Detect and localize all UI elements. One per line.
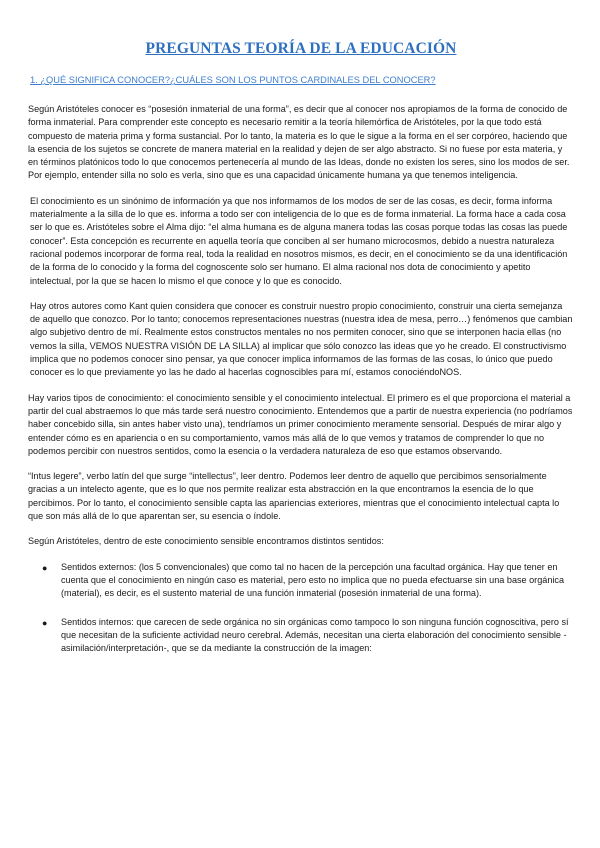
bullet-icon: ● xyxy=(42,562,48,573)
paragraph-informacion: El conocimiento es un sinónimo de información ya que nos informamos de los modos de ser de las cosas, es decir, forma informa materialmente a la silla de lo que es. informa a todo ser con inteligencia de lo que es de forma inmaterial. La forma hace a cada cosa ser lo que es. Aristóteles sobre el Alma dijo: “el alma humana es de alguna manera todas las cosas porque todas las cosas las puede conocer”. Esta concepción es recurrente en aquella teoría que conciben al ser humano microcosmos, debido a nuestra naturaleza racional podemos incorporar de forma real, toda la realidad en nosotros mismos, es decir, en el conocimiento se da una identificación de la forma de lo conocido y la forma del cognoscente solo ser humano. El alma racional nos dota de conocimiento y apetito intelectual, por la que se hacen lo mismo el que conoce y lo que es conocido. xyxy=(30,195,568,286)
question-heading: 1. ¿QUÉ SIGNIFICA CONOCER?¿CUÁLES SON LOS PUNTOS CARDINALES DEL CONOCER? xyxy=(30,75,436,85)
paragraph-kant: Hay otros autores como Kant quien considera que conocer es construir nuestro propio conocimiento, construir una cierta semejanza de aquello que conozco. Por lo tanto; conocemos representaciones nuestras (nuestra idea de mesa, perro…) fenómenos que cambian algo subjetivo dentro de mí. Realmente estos constructos mentales no nos permiten conocer, sino que se interponen hacia ellas (no vemos la silla, VEMOS NUESTRA VISIÓN DE LA SILLA) al implicar que sólo conozco las ideas que yo he creado. El constructivismo implica que no podemos conocer sino pensar, ya que conocer implica informamos de las formas de las cosas, lo único que puedo conocer es lo que previamente yo las he dado al hacerlas cognoscibles para mí, estamos conociéndoNOS. xyxy=(30,300,573,378)
list-item xyxy=(42,616,574,656)
paragraph-intus-legere: “Intus legere”, verbo latín del que surge “intellectus”, leer dentro. Podemos leer dentro de aquello que percibimos sensorialmente gracias a un intelecto agente, que es lo que nos permite realizar esta abstracción en la que encontramos la esencia de lo que percibimos. Por lo tanto, el conocimiento sensible capta las apariencias exteriores, mientras que el conocimiento intelectual capta lo que son más allá de lo que aparentan ser, su esencia o índole. xyxy=(28,471,560,522)
list-item-text: Sentidos externos: (los 5 convencionales) que como tal no hacen de la percepción una facultad orgánica. Hay que tener en cuenta que el conocimiento en ningún caso es material, pero esto no implica que no pueda efectuarse sin una base orgánica (material), es decir, es el sustento material de una función inmaterial (posesión inmaterial de una forma). xyxy=(61,561,565,599)
list-item-text: Sentidos internos: que carecen de sede orgánica no sin orgánicas como tampoco lo son ninguna función cognoscitiva, pero sí que necesitan de la suficiente actividad neuro cerebral. Además, necesitan una cierta elaboración del conocimiento sensible - asimilación/interpretación-, que se da mediante la construcción de la imagen: xyxy=(61,616,569,654)
paragraph-aristoteles: Según Aristóteles conocer es “posesión inmaterial de una forma”, es decir que al conocer nos apropiamos de la forma de conocido de forma inmaterial. Para comprender este concepto es necesario remitir a la teoría hilemórfica de Aristóteles, por la que todo está compuesto de materia prima y forma sustancial. Por lo tanto, la materia es lo que le sigue a la forma en el ser corpóreo, haciendo que la esencia de los sujetos se concrete de manera material en la realidad y dejen de ser algo abstracto. Si no fuese por esta materia, y en términos platónicos todo lo que conocemos pertenecería al mundo de las Ideas, donde no existen los seres, sino los modos de ser. Por ejemplo, entender silla no solo es verla, sino que es una capacidad únicamente humana ya que tenemos inteligencia. xyxy=(28,104,570,181)
paragraph-sentidos-intro: Según Aristóteles, dentro de este conocimiento sensible encontramos distintos sentidos: xyxy=(28,536,384,547)
list-item xyxy=(42,561,574,601)
document-title: PREGUNTAS TEORÍA DE LA EDUCACIÓN xyxy=(145,40,457,57)
sentidos-list xyxy=(28,561,574,656)
bullet-icon: ● xyxy=(42,617,48,628)
paragraph-tipos-conocimiento: Hay varios tipos de conocimiento: el conocimiento sensible y el conocimiento intelectual. El primero es el que proporciona el material a partir del cual abstraemos lo que más tarde será nuestro conocimiento. Entendemos que a partir de nuestra experiencia (no podríamos haber concebido silla, sin antes haber visto una), tendríamos un primer conocimiento meramente sensorial. Después de mirar algo y entender cómo es en apariencia o en su comportamiento, vamos más allá de lo que vemos y tratamos de comprender lo que no podemos percibir con nuestros sentidos, como la esencia o la verdadera naturaleza de eso que estamos observando. xyxy=(28,392,573,456)
